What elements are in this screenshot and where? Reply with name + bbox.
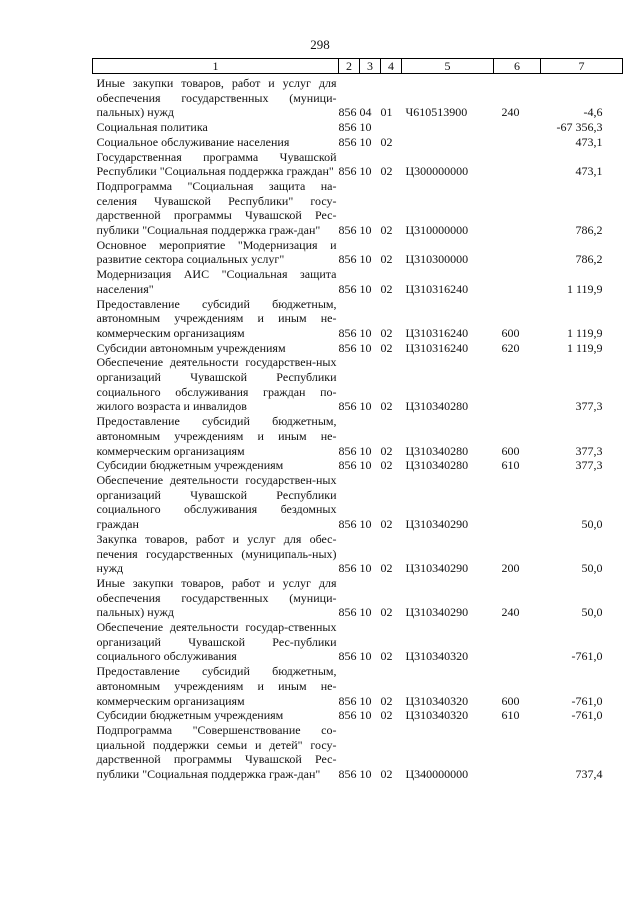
row-amount: 473,1	[575, 134, 603, 149]
row-expense-type: 600	[501, 325, 520, 340]
row-target-article: Ц310340320	[405, 649, 469, 664]
row-amount: 377,3	[575, 399, 603, 414]
row-name: Обеспечение деятельности государствен-ных организаций Чувашской Республики социального обслуживания граждан по-жилого возраста и инвалидов	[96, 355, 337, 414]
table-row	[93, 708, 623, 723]
row-name: Предоставление субсидий бюджетным, автономным учреждениям и иным не-коммерческим организациям	[96, 414, 337, 458]
row-expense-type	[494, 355, 541, 414]
row-section: 10	[359, 252, 372, 267]
row-section: 10	[359, 399, 372, 414]
row-expense-type: 200	[501, 561, 520, 576]
row-grbs: 856	[338, 561, 357, 576]
budget-table	[92, 58, 623, 782]
row-grbs: 856	[338, 325, 357, 340]
row-expense-type	[494, 473, 541, 532]
row-target-article: Ц300000000	[405, 164, 469, 179]
row-grbs: 856	[338, 443, 357, 458]
row-target-article: Ц310340290	[405, 561, 469, 576]
row-target-article: Ц310340290	[405, 605, 469, 620]
row-amount: -4,6	[583, 105, 603, 120]
row-target-article	[402, 120, 494, 135]
row-name: Обеспечение деятельности государствен-ных организаций Чувашской Республики социального обслуживания бездомных граждан	[96, 472, 337, 532]
row-target-article: Ц310340320	[405, 693, 469, 708]
table-row	[93, 297, 623, 341]
table-row	[93, 74, 623, 121]
row-name: Обеспечение деятельности государ-ственных организаций Чувашской Рес-публики социального обслуживания	[96, 620, 337, 664]
row-subsection: 02	[380, 252, 393, 267]
row-grbs: 856	[338, 223, 357, 238]
row-expense-type: 240	[501, 105, 520, 120]
table-row	[93, 620, 623, 664]
row-section: 10	[359, 649, 372, 664]
row-expense-type	[494, 150, 541, 179]
column-header: 3	[360, 59, 381, 74]
table-row	[93, 150, 623, 179]
table-row	[93, 532, 623, 576]
row-expense-type	[494, 120, 541, 135]
table-row	[93, 723, 623, 782]
row-expense-type	[494, 267, 541, 296]
row-section: 10	[359, 693, 372, 708]
row-grbs: 856	[338, 134, 357, 149]
row-target-article: Ч610513900	[405, 105, 468, 120]
row-amount: 377,3	[575, 443, 603, 458]
row-expense-type	[494, 179, 541, 238]
row-target-article: Ц310340280	[405, 458, 469, 473]
row-section: 10	[359, 325, 372, 340]
row-name: Иные закупки товаров, работ и услуг для обеспечения государственных (муници-пальных) нужд	[96, 575, 337, 620]
row-section: 10	[359, 281, 372, 296]
row-amount: 377,3	[575, 458, 603, 473]
row-amount: -67 356,3	[556, 120, 603, 135]
row-expense-type: 610	[501, 708, 520, 723]
row-target-article: Ц310000000	[405, 223, 469, 238]
row-amount: 50,0	[581, 605, 603, 620]
row-grbs: 856	[338, 340, 357, 355]
row-grbs: 856	[338, 120, 357, 135]
row-amount: -761,0	[571, 708, 603, 723]
column-header: 6	[494, 59, 541, 74]
row-amount: 1 119,9	[566, 325, 603, 340]
row-grbs: 856	[338, 252, 357, 267]
row-target-article: Ц310316240	[405, 325, 469, 340]
row-subsection	[381, 120, 402, 135]
row-expense-type	[494, 723, 541, 782]
row-section: 10	[359, 561, 372, 576]
row-grbs: 856	[338, 605, 357, 620]
row-amount: 473,1	[575, 164, 603, 179]
table-row	[93, 120, 623, 135]
table-row	[93, 267, 623, 296]
row-section: 10	[359, 164, 372, 179]
row-name: Государственная программа Чувашской Республики "Социальная поддержка граждан"	[96, 149, 337, 179]
row-grbs: 856	[338, 649, 357, 664]
row-subsection: 02	[380, 164, 393, 179]
table-row	[93, 414, 623, 458]
row-grbs: 856	[338, 105, 357, 120]
row-subsection: 02	[380, 649, 393, 664]
row-section: 10	[359, 134, 372, 149]
row-expense-type	[494, 238, 541, 267]
row-amount: -761,0	[571, 649, 603, 664]
row-section: 04	[359, 105, 372, 120]
row-name: Предоставление субсидий бюджетным, автономным учреждениям и иным не-коммерческим организациям	[96, 296, 337, 340]
row-expense-type: 610	[501, 458, 520, 473]
row-grbs: 856	[338, 399, 357, 414]
row-subsection: 02	[380, 517, 393, 532]
row-subsection: 02	[380, 708, 393, 723]
row-name: Субсидии автономным учреждениям	[96, 340, 286, 355]
row-subsection: 02	[380, 693, 393, 708]
row-section: 10	[359, 223, 372, 238]
row-grbs: 856	[338, 517, 357, 532]
row-subsection: 02	[380, 134, 393, 149]
row-expense-type: 620	[501, 340, 520, 355]
table-row	[93, 341, 623, 356]
column-header: 5	[402, 59, 494, 74]
row-subsection: 02	[380, 767, 393, 782]
row-subsection: 01	[380, 105, 393, 120]
table-row	[93, 179, 623, 238]
row-amount: 50,0	[581, 517, 603, 532]
row-subsection: 02	[380, 561, 393, 576]
row-section: 10	[359, 767, 372, 782]
table-row	[93, 664, 623, 708]
row-expense-type	[494, 620, 541, 664]
row-name: Закупка товаров, работ и услуг для обес-печения государственных (муниципаль-ных) нужд	[96, 531, 337, 576]
row-subsection: 02	[380, 325, 393, 340]
row-grbs: 856	[338, 458, 357, 473]
row-name: Подпрограмма "Совершенствование со-циальной поддержки семьи и детей" госу-дарственной программы Чувашской Рес-публики "Социальная поддержка граж-дан"	[96, 722, 337, 782]
row-target-article: Ц340000000	[405, 767, 469, 782]
row-target-article: Ц310340280	[405, 399, 469, 414]
table-row	[93, 135, 623, 150]
row-grbs: 856	[338, 767, 357, 782]
table-body	[93, 74, 623, 782]
row-amount: 737,4	[575, 767, 603, 782]
row-target-article: Ц310340280	[405, 443, 469, 458]
row-target-article: Ц310316240	[405, 340, 469, 355]
table-row	[93, 355, 623, 414]
row-grbs: 856	[338, 164, 357, 179]
table-row	[93, 473, 623, 532]
row-amount: 786,2	[575, 252, 603, 267]
row-section: 10	[359, 517, 372, 532]
row-section: 10	[359, 120, 372, 135]
row-grbs: 856	[338, 281, 357, 296]
table-row	[93, 238, 623, 267]
row-name: Предоставление субсидий бюджетным, автономным учреждениям и иным не-коммерческим организациям	[96, 664, 337, 708]
row-amount: -761,0	[571, 693, 603, 708]
page-number: 298	[310, 37, 330, 52]
row-amount: 786,2	[575, 223, 603, 238]
row-expense-type: 600	[501, 693, 520, 708]
row-name: Подпрограмма "Социальная защита на-селения Чувашской Республики" госу-дарственной программы Чувашской Рес-публики "Социальная поддержка граж-дан"	[96, 178, 337, 238]
row-amount: 50,0	[581, 561, 603, 576]
row-subsection: 02	[380, 605, 393, 620]
row-grbs: 856	[338, 708, 357, 723]
table-row	[93, 576, 623, 620]
row-target-article	[402, 135, 494, 150]
row-amount: 1 119,9	[566, 281, 603, 296]
row-name: Социальная политика	[96, 120, 208, 135]
row-grbs: 856	[338, 693, 357, 708]
table-header-row	[93, 59, 623, 74]
table-row	[93, 458, 623, 473]
row-target-article: Ц310316240	[405, 281, 469, 296]
column-header: 2	[339, 59, 360, 74]
row-name: Социальное обслуживание населения	[96, 134, 290, 149]
row-target-article: Ц310340320	[405, 708, 469, 723]
row-name: Субсидии бюджетным учреждениям	[96, 458, 284, 473]
column-header: 4	[381, 59, 402, 74]
row-subsection: 02	[380, 443, 393, 458]
row-subsection: 02	[380, 340, 393, 355]
row-section: 10	[359, 708, 372, 723]
row-name: Иные закупки товаров, работ и услуг для обеспечения государственных (муници-пальных) нужд	[96, 76, 337, 120]
row-name: Субсидии бюджетным учреждениям	[96, 708, 284, 723]
row-section: 10	[359, 458, 372, 473]
row-target-article: Ц310340290	[405, 517, 469, 532]
row-subsection: 02	[380, 281, 393, 296]
row-name: Основное мероприятие "Модернизация и развитие сектора социальных услуг"	[96, 237, 337, 267]
row-name: Модернизация АИС "Социальная защита населения"	[96, 267, 337, 296]
row-subsection: 02	[380, 399, 393, 414]
row-section: 10	[359, 443, 372, 458]
row-expense-type	[494, 135, 541, 150]
row-expense-type: 240	[501, 605, 520, 620]
row-section: 10	[359, 605, 372, 620]
column-header: 1	[93, 59, 339, 74]
row-amount: 1 119,9	[566, 340, 603, 355]
row-target-article: Ц310300000	[405, 252, 469, 267]
row-expense-type: 600	[501, 443, 520, 458]
row-section: 10	[359, 340, 372, 355]
row-subsection: 02	[380, 458, 393, 473]
row-subsection: 02	[380, 223, 393, 238]
column-header: 7	[541, 59, 623, 74]
